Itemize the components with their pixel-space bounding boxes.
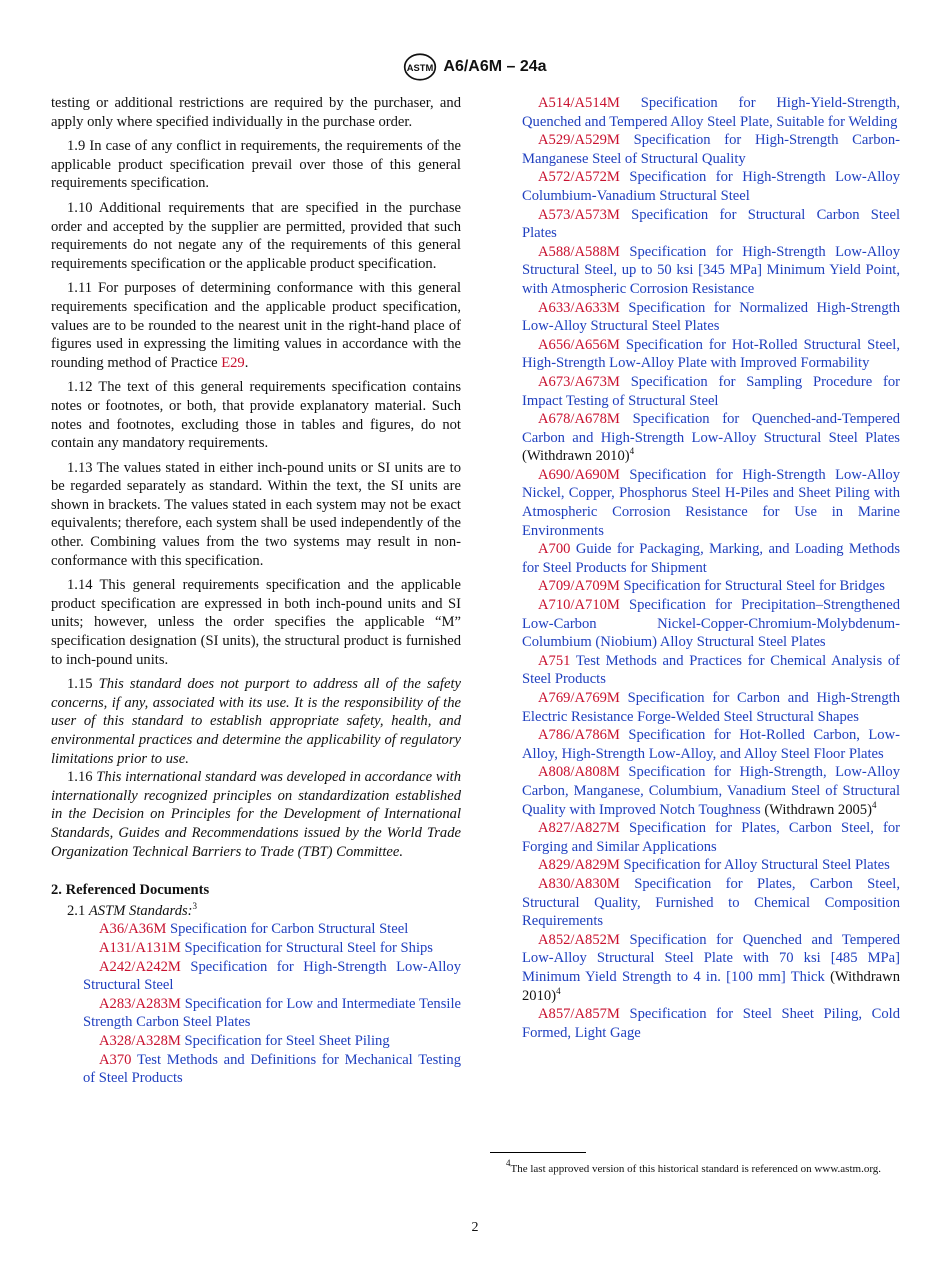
paragraph-1-11: 1.11 For purposes of determining conformance with this general requirements specification and the applicable product specification, values are to be rounded to the nearest unit in the right-hand place of figures used in expressing the limiting values in accordance with the rounding method of Practice E29. (51, 280, 461, 371)
reference-item[interactable]: A769/A769M Specification for Carbon and High-Strength Electric Resistance Forge-Welded Steel Structural Shapes (522, 690, 900, 725)
e29-link[interactable]: E29 (221, 354, 245, 371)
paragraph-1-13: 1.13 The values stated in either inch-pound units or SI units are to be regarded separately as standard. Within the text, the SI units are shown in brackets. The values stated in each system may not be exact equivalents; therefore, each system shall be used independently of the other. Combining values from the two systems may result in non-conformance with this specification. (51, 459, 461, 569)
footnote-4: $^4$The last approved version of this historical standard is referenced on www.astm.org. (506, 1158, 882, 1175)
reference-item[interactable]: A678/A678M Specification for Quenched-and-Tempered Carbon and High-Strength Low-Alloy Structural Steel Plates (Withdrawn 2010)$^4$ (522, 411, 900, 465)
subsection-2-1: 2.1 ASTM Standards:$^3$ (67, 900, 198, 919)
left-column (51, 94, 461, 1088)
reference-item[interactable]: A751 Test Methods and Practices for Chemical Analysis of Steel Products (522, 652, 901, 688)
document-designation: A6/A6M – 24a (443, 58, 547, 75)
reference-item[interactable]: A588/A588M Specification for High-Strength Low-Alloy Structural Steel, up to 50 ksi [345 MPa] Minimum Yield Point, with Atmospheric Corrosion Resistance (522, 243, 900, 297)
reference-item[interactable]: A283/A283M Specification for Low and Intermediate Tensile Strength Carbon Steel Plates (83, 995, 461, 1031)
page-header (0, 50, 950, 84)
page-number: 2 (471, 1220, 479, 1235)
astm-logo-icon (403, 52, 437, 82)
reference-item[interactable]: A370 Test Methods and Definitions for Mechanical Testing of Steel Products (83, 1051, 461, 1087)
reference-item[interactable]: A529/A529M Specification for High-Strength Carbon-Manganese Steel of Structural Quality (522, 132, 901, 167)
reference-item[interactable]: A673/A673M Specification for Sampling Procedure for Impact Testing of Structural Steel (522, 373, 900, 409)
paragraph-1-16: 1.16 This international standard was developed in accordance with internationally recognized principles on standardization established in the Decision on Principles for the Development of International Standards, Guides and Recommendations issued by the World Trade Organization Technical Barriers to Trade (TBT) Committee. (51, 769, 462, 860)
reference-item[interactable]: A700 Guide for Packaging, Marking, and Loading Methods for Steel Products for Shipment (522, 541, 901, 576)
reference-item[interactable]: A829/A829M Specification for Alloy Structural Steel Plates (538, 857, 890, 874)
reference-item[interactable]: A36/A36M Specification for Carbon Structural Steel (99, 921, 409, 938)
reference-item[interactable]: A242/A242M Specification for High-Strength Low-Alloy Structural Steel (83, 958, 461, 994)
international-standard-statement: This international standard was developed in accordance with internationally recognized principles on standardization established in the Decision on Principles for the Development of International Standards, Guides and Recommendations issued by the World Trade Organization Technical Barriers to Trade (TBT) Committee. (51, 769, 462, 860)
reference-item[interactable]: A633/A633M Specification for Normalized High-Strength Low-Alloy Structural Steel Plates (522, 299, 901, 335)
paragraph-1-9: 1.9 In case of any conflict in requirements, the requirements of the applicable product specification prevail over those of this general requirements specification. (51, 138, 461, 192)
reference-item[interactable]: A328/A328M Specification for Steel Sheet Piling (99, 1032, 390, 1049)
reference-item[interactable]: A573/A573M Specification for Structural Carbon Steel Plates (522, 206, 900, 242)
reference-item[interactable]: A572/A572M Specification for High-Strength Low-Alloy Columbium-Vanadium Structural Steel (522, 169, 900, 204)
reference-item[interactable]: A786/A786M Specification for Hot-Rolled Carbon, Low-Alloy, High-Strength Low-Alloy, and Alloy Steel Floor Plates (522, 727, 900, 762)
footnote-divider (490, 1152, 586, 1153)
footnote-ref-3[interactable]: 3 (192, 900, 198, 911)
reference-item[interactable]: A690/A690M Specification for High-Strength Low-Alloy Nickel, Copper, Phosphorus Steel H-Piles and Sheet Piling with Atmospheric Corrosion Resistance for Use in Marine Environments (522, 466, 900, 539)
reference-item[interactable]: A709/A709M Specification for Structural Steel for Bridges (538, 578, 885, 595)
paragraph-1-10: 1.10 Additional requirements that are specified in the purchase order and accepted by the supplier are permitted, provided that such requirements do not negate any of the requirements of this general requirements specification or the applicable product specification. (51, 199, 461, 272)
right-column (506, 94, 900, 1042)
reference-item[interactable]: A857/A857M Specification for Steel Sheet Piling, Cold Formed, Light Gage (522, 1006, 901, 1041)
logo-text: ASTM (407, 63, 434, 74)
section-heading-referenced-documents: 2. Referenced Documents (51, 882, 210, 899)
reference-item[interactable]: A131/A131M Specification for Structural Steel for Ships (99, 939, 433, 956)
reference-item[interactable]: A710/A710M Specification for Precipitation–Strengthened Low-Carbon Nickel-Copper-Chromium-Molybdenum-Columbium (Niobium) Alloy Structural Steel Plates (522, 597, 900, 651)
reference-item[interactable]: A830/A830M Specification for Plates, Carbon Steel, Structural Quality, Furnished to Chemical Composition Requirements (522, 875, 900, 930)
reference-item[interactable]: A852/A852M Specification for Quenched and Tempered Low-Alloy Structural Steel Plate with 70 ksi [485 MPa] Minimum Yield Strength to 4 in. [100 mm] Thick (Withdrawn 2010)$^4$ (522, 931, 900, 1004)
reference-item[interactable]: A514/A514M Specification for High-Yield-Strength, Quenched and Tempered Alloy Steel Plate, Suitable for Welding (522, 95, 900, 130)
paragraph-1-11-text: 1.11 For purposes of determining conformance with this general requirements specification and the applicable product specification, values are to be rounded to the nearest unit in the right-hand place of figures used in expressing the limiting values in accordance with the rounding method of Practice (51, 280, 461, 371)
reference-item[interactable]: A808/A808M Specification for High-Strength, Low-Alloy Carbon, Manganese, Columbium, Vanadium Steel of Structural Quality with Improved Notch Toughness (Withdrawn 2005)$^4$ (522, 764, 900, 818)
left-reference-list (67, 920, 461, 1087)
reference-item[interactable]: A656/A656M Specification for Hot-Rolled Structural Steel, High-Strength Low-Alloy Plate with Improved Formability (522, 336, 900, 372)
paragraph-1-12: 1.12 The text of this general requirements specification contains notes or footnotes, or both, that provide explanatory material. Such notes and footnotes, excluding those in tables and figures, do not contain any mandatory requirements. (51, 379, 461, 452)
paragraph-1-15: 1.15 This standard does not purport to address all of the safety concerns, if any, associated with its use. It is the responsibility of the user of this standard to establish appropriate safety, health, and environmental practices and determine the applicability of regulatory limitations prior to use. (51, 676, 461, 767)
safety-caveat: This standard does not purport to address all of the safety concerns, if any, associated with its use. It is the responsibility of the user of this standard to establish appropriate safety, health, and environmental practices and determine the applicability of regulatory limitations prior to use. (51, 676, 461, 767)
paragraph-continuation: testing or additional restrictions are required by the purchaser, and apply only where specified individually in the purchase order. (51, 95, 461, 130)
reference-item[interactable]: A827/A827M Specification for Plates, Carbon Steel, for Forging and Similar Applications (522, 820, 900, 855)
paragraph-1-14: 1.14 This general requirements specification and the applicable product specification are expressed in both inch-pound units and SI units; however, unless the order specifies the applicable “M” specification designation (SI units), the structural product is furnished to inch-pound units. (51, 577, 461, 668)
